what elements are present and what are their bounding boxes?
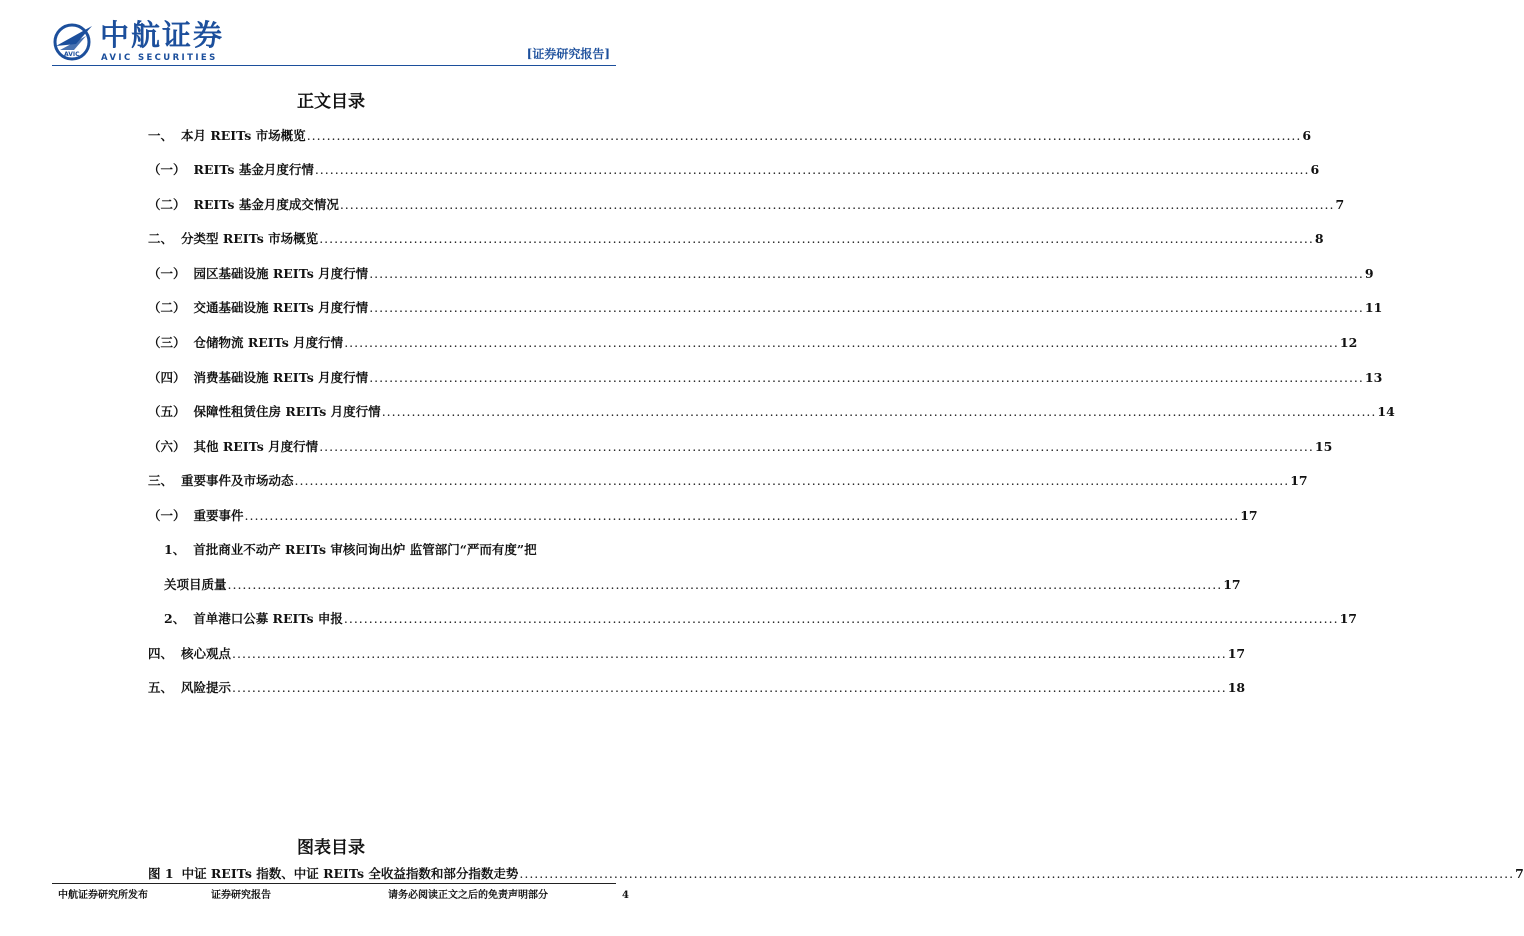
toc-entry[interactable] [148,473,1308,489]
toc-entry-number: 一、 [148,128,174,143]
toc-entry[interactable] [148,439,1333,455]
toc-entry-title: 其他 REITs 月度行情 [193,439,319,454]
toc-entry-number: 1、 [164,542,186,557]
toc-entry-page: 17 [1240,508,1258,523]
toc-entry[interactable] [164,542,577,558]
toc-entry-title: 重要事件 [193,508,244,523]
fig-entry-page: 7 [1515,866,1524,881]
toc-entry-leader: ........................................................................................................................................................................................................ [369,300,1364,315]
toc-entry-page: 17 [1290,473,1308,488]
toc-entry[interactable] [148,231,1324,247]
toc-entry-page: 12 [1339,335,1358,350]
fig-entry-title: 中证 REITs 指数、中证 REITs 全收益指数和部分指数走势 [181,866,519,881]
toc-entry-leader: ........................................................................................................................................................................................................ [343,611,1339,626]
toc-entry-leader: ........................................................................................................................................................................................................ [381,404,1377,419]
toc-entry[interactable] [148,162,1320,178]
avic-logo-icon [52,20,94,62]
toc-entry-number: （一） [148,266,186,281]
toc-entry[interactable] [164,611,1357,627]
toc-entry-page: 17 [1223,577,1241,592]
toc-entry-page: 13 [1364,370,1383,385]
toc-entry-title: 风险提示 [181,680,232,695]
toc-entry-number: （一） [148,162,186,177]
toc-entry-title: 首单港口公募 REITs 申报 [193,611,343,626]
toc-entry-leader: ........................................................................................................................................................................................................ [339,197,1335,212]
toc-entry[interactable] [148,197,1345,213]
toc-entry-page: 6 [1302,128,1312,143]
toc-entry-title: 本月 REITs 市场概览 [181,128,306,143]
report-type-label: [证券研究报告] [526,47,610,61]
page-number: 4 [622,890,629,901]
toc-entry-number: （六） [148,439,186,454]
toc-entry-title: 核心观点 [181,646,232,661]
toc-entry-title: 重要事件及市场动态 [181,473,294,488]
toc-entry-title: 交通基础设施 REITs 月度行情 [193,300,369,315]
toc-entry-title: 保障性租赁住房 REITs 月度行情 [193,404,381,419]
toc-entry-leader: ........................................................................................................................................................................................................ [319,439,1314,454]
toc-entry-number: （四） [148,370,186,385]
toc-entry-number: （二） [148,300,186,315]
toc-entry[interactable] [148,646,1246,662]
toc-entry[interactable] [148,404,1395,420]
toc-entry-number: 二、 [148,231,174,246]
toc-entry-page: 11 [1364,300,1383,315]
toc-entry-title: REITs 基金月度行情 [193,162,314,177]
toc-entry-number: （五） [148,404,186,419]
toc-entry[interactable] [148,680,1246,696]
toc-entry-leader: ........................................................................................................................................................................................................ [344,335,1339,350]
toc-title: 正文目录 [297,92,365,112]
toc-entry-number: （三） [148,335,186,350]
toc-entry-title: 园区基础设施 REITs 月度行情 [193,266,369,281]
toc-entry-leader: ........................................................................................................................................................................................................ [319,231,1314,246]
logo-wordmark-cn: 中航证券 [100,18,225,52]
toc-entry-leader: ........................................................................................................................................................................................................ [306,128,1302,143]
toc-entry-leader: ........................................................................................................................................................................................................ [232,646,1227,661]
fig-entry[interactable] [148,866,1524,882]
toc-entry-number: 四、 [148,646,174,661]
toc-entry-page: 18 [1227,680,1246,695]
toc-entry-leader: ........................................................................................................................................................................................................ [227,577,1223,592]
toc-entry-leader: ........................................................................................................................................................................................................ [232,680,1227,695]
toc-entry-page: 17 [1227,646,1246,661]
toc-entry-leader: ........................................................................................................................................................................................................ [369,370,1364,385]
toc-entry[interactable] [148,128,1312,144]
toc-entry-page: 7 [1335,197,1345,212]
toc-entry-title: 仓储物流 REITs 月度行情 [193,335,344,350]
toc-entry-title: 首批商业不动产 REITs 审核问询出炉 监管部门“严而有度”把 [193,542,537,557]
toc-entry-leader: ........................................................................................................................................................................................................ [369,266,1364,281]
toc-entry-page: 17 [1339,611,1357,626]
footer-disclaimer: 请务必阅读正文之后的免责声明部分 [388,890,548,901]
toc-entry-leader: ........................................................................................................................................................................................................ [244,508,1240,523]
toc-entry[interactable] [148,370,1383,386]
page-header [0,0,662,70]
toc-entry[interactable] [164,577,1241,593]
toc-entry-number: 三、 [148,473,174,488]
toc-entry[interactable] [148,335,1358,351]
logo-wordmark-en: AVIC SECURITIES [101,53,218,63]
fig-entry-number: 图 1 [148,866,174,881]
toc-entry-number: 2、 [164,611,186,626]
toc-entry[interactable] [148,266,1374,282]
toc-entry-number: （一） [148,508,186,523]
toc-entry-page: 6 [1310,162,1320,177]
toc-entry-page: 8 [1314,231,1324,246]
header-divider [52,65,616,66]
toc-entry-number: 五、 [148,680,174,695]
toc-entry-title: 分类型 REITs 市场概览 [181,231,319,246]
figures-toc-title: 图表目录 [297,838,365,858]
svg-text:AVIC: AVIC [64,51,80,58]
toc-entry-title: 关项目质量 [164,577,227,592]
toc-entry[interactable] [148,300,1383,316]
footer-doc-type: 证券研究报告 [211,890,271,901]
footer-publisher: 中航证券研究所发布 [58,890,148,901]
toc-entry-leader: ........................................................................................................................................................................................................ [314,162,1310,177]
toc-entry-page: 14 [1377,404,1395,419]
toc-entry-title: 消费基础设施 REITs 月度行情 [193,370,369,385]
footer-divider [52,883,616,884]
toc-entry-number: （二） [148,197,186,212]
fig-entry-leader: ........................................................................................................................................................................................................ [519,866,1515,881]
toc-entry-page: 9 [1364,266,1374,281]
toc-entry[interactable] [148,508,1258,524]
toc-entry-leader: ........................................................................................................................................................................................................ [294,473,1290,488]
toc-entry-title: REITs 基金月度成交情况 [193,197,339,212]
toc-entry-page: 15 [1314,439,1333,454]
